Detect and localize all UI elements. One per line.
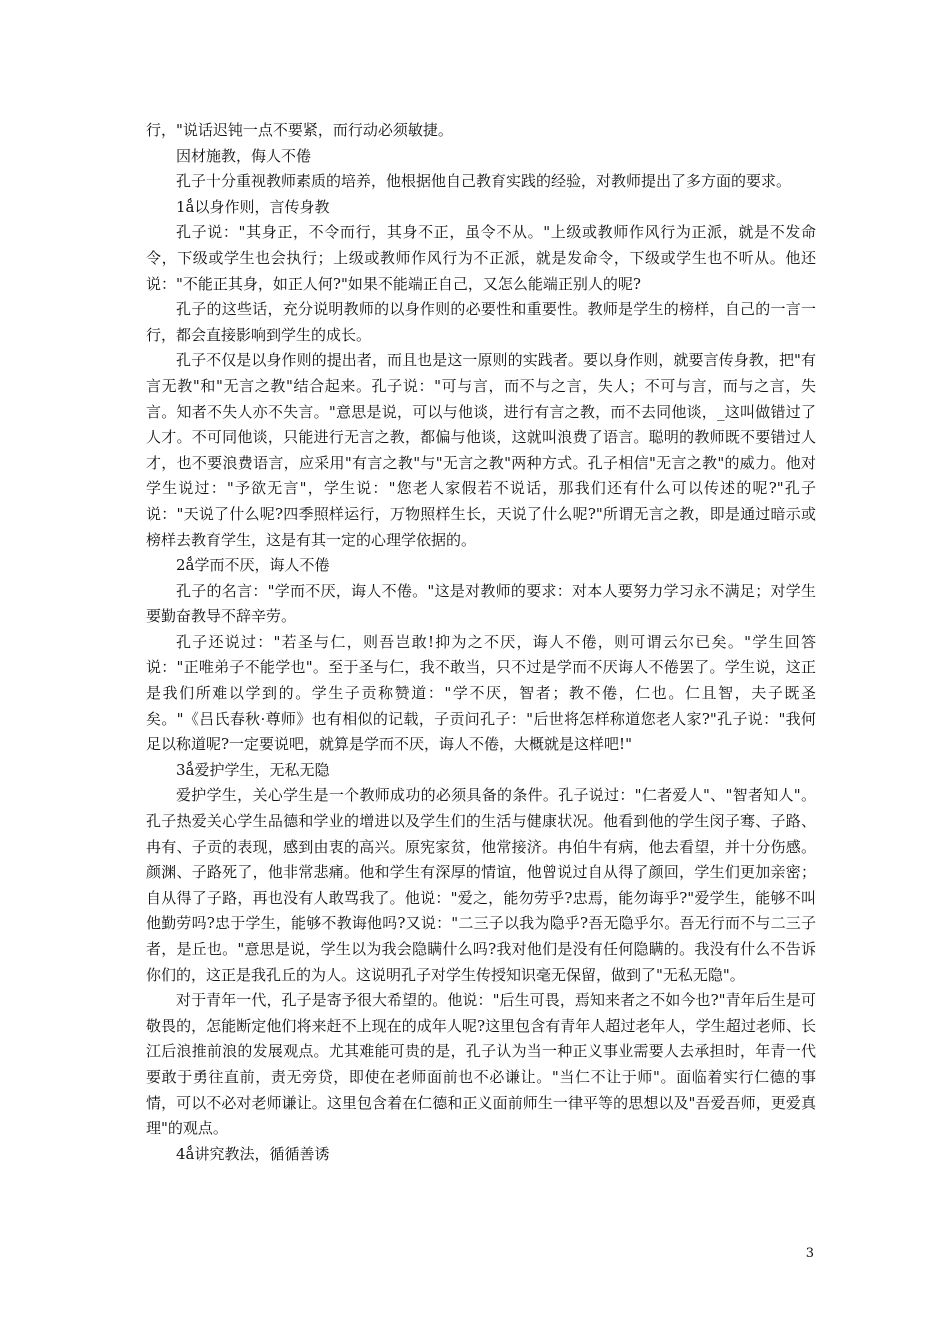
- subsection-heading-3: 3ǻ爱护学生，无私无隐: [176, 760, 330, 779]
- paragraph: 对于青年一代，孔子是寄予很大希望的。他说："后生可畏，焉知来者之不如今也?"青年后生是可敬畏的，怎能断定他们将来赶不上现在的成年人呢?这里包含有青年人超过老年人，学生超过老师、长江后浪推前浪的发展观点。尤其难能可贵的是，孔子认为当一种正义事业需要人去承担时，年青一代要敢于勇往直前，责无旁贷，即使在老师面前也不必谦让。"当仁不让于师"。面临着实行仁德的事情，可以不必对老师谦让。这里包含着在仁德和正义面前师生一律平等的思想以及"吾爱吾师，更爱真理"的观点。: [146, 991, 816, 1138]
- section-heading: 因材施教，侮人不倦: [176, 146, 312, 165]
- subsection-heading-2: 2ǻ学而不厌，诲人不倦: [176, 556, 330, 575]
- paragraph: 爱护学生，关心学生是一个教师成功的必须具备的条件。孔子说过："仁者爱人"、"智者知人"。孔子热爱关心学生品德和学业的增进以及学生们的生活与健康状况。他看到他的学生闵子骞、子路、冉有、子贡的表现，感到由衷的高兴。原宪家贫，他常接济。冉伯牛有病，他去看望，并十分伤感。颜渊、子路死了，他非常悲痛。他和学生有深厚的情谊，他曾说过自从得了颜回，学生们更加亲密；自从得了子路，再也没有人敢骂我了。他说："爱之，能勿劳乎?忠焉，能勿诲乎?"爱学生，能够不叫他勤劳吗?忠于学生，能够不教诲他吗?又说："二三子以我为隐乎?吾无隐乎尔。吾无行而不与二三子者，是丘也。"意思是说，学生以为我会隐瞒什么吗?我对他们是没有任何隐瞒的。我没有什么不告诉你们的，这正是我孔丘的为人。这说明孔子对学生传授知识毫无保留，做到了"无私无隐"。: [146, 786, 816, 984]
- subsection-heading-4: 4ǻ讲究教法，循循善诱: [176, 1144, 330, 1163]
- paragraph-continuation: 行，"说话迟钝一点不要紧，而行动必须敏捷。: [146, 121, 453, 139]
- paragraph: 孔子不仅是以身作则的提出者，而且也是这一原则的实践者。要以身作则，就要言传身教，把"有言无教"和"无言之教"结合起来。孔子说："可与言，而不与之言，失人；不可与言，而与之言，失言。知者不失人亦不失言。"意思是说，可以与他谈，进行有言之教，而不去同他谈，_这叫做错过了人才。不可同他谈，只能进行无言之教，都偏与他谈，这就叫浪费了语言。聪明的教师既不要错过人才，也不要浪费语言，应采用"有言之教"与"无言之教"两种方式。孔子相信"无言之教"的威力。他对学生说过："予欲无言"，学生说："您老人家假若不说话，那我们还有什么可以传述的呢?"孔子说："天说了什么呢?四季照样运行，万物照样生长，天说了什么呢?"所谓无言之教，即是通过暗示或榜样去教育学生，这是有其一定的心理学依据的。: [146, 351, 816, 549]
- paragraph: 孔子的这些话，充分说明教师的以身作则的必要性和重要性。教师是学生的榜样，自己的一言一行，都会直接影响到学生的成长。: [146, 300, 816, 344]
- page-number: 3: [805, 1246, 814, 1261]
- subsection-heading-1: 1ǻ以身作则，言传身教: [176, 197, 330, 216]
- paragraph: 孔子还说过："若圣与仁，则吾岂敢!抑为之不厌，诲人不倦，则可谓云尔已矣。"学生回答说："正唯弟子不能学也"。至于圣与仁，我不敢当，只不过是学而不厌诲人不倦罢了。学生说，这正是我们所难以学到的。学生子贡称赞道："学不厌，智者；教不倦，仁也。仁且智，夫子既圣矣。"《吕氏春秋·尊师》也有相似的记载，子贡问孔子："后世将怎样称道您老人家?"孔子说："我何足以称道呢?一定要说吧，就算是学而不厌，诲人不倦，大概就是这样吧!": [146, 632, 816, 754]
- paragraph: 孔子说："其身正，不令而行，其身不正，虽令不从。"上级或教师作风行为正派，就是不发命令，下级或学生也会执行；上级或教师作风行为不正派，就是发命令，下级或学生也不听从。他还说："不能正其身，如正人何?"如果不能端正自己，又怎么能端正别人的呢?: [146, 223, 816, 293]
- document-body: [146, 118, 816, 1167]
- paragraph: 孔子十分重视教师素质的培养，他根据他自己教育实践的经验，对教师提出了多方面的要求。: [176, 172, 792, 191]
- paragraph: 孔子的名言："学而不厌，诲人不倦。"这是对教师的要求：对本人要努力学习永不满足；对学生要勤奋教导不辞辛劳。: [146, 581, 816, 626]
